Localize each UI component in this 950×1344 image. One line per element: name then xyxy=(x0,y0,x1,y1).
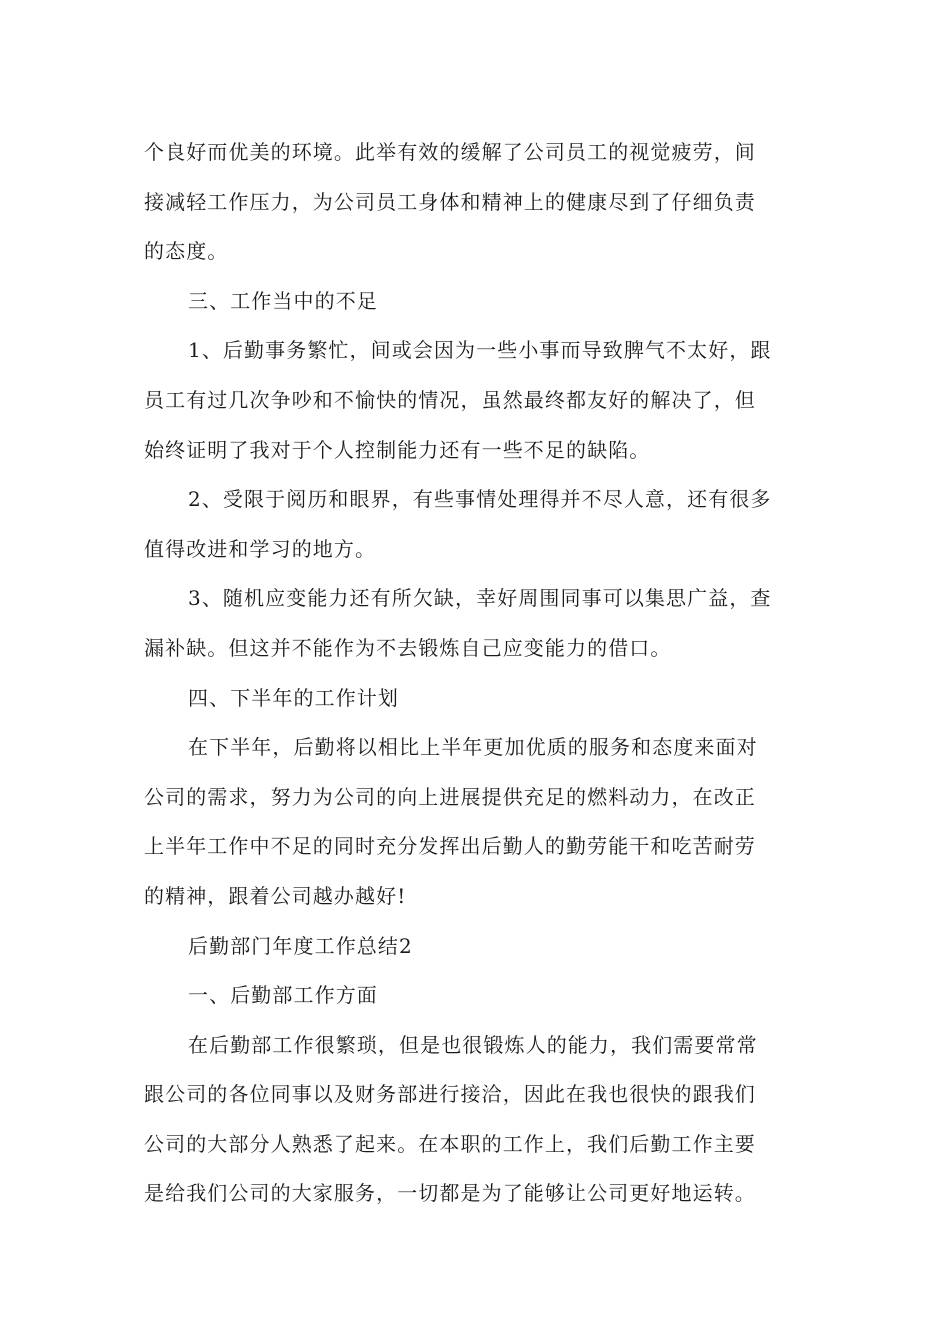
text-line: 在后勤部工作很繁琐，但是也很锻炼人的能力，我们需要常常 xyxy=(188,1032,758,1057)
document-body xyxy=(144,128,808,1219)
text-line: 上半年工作中不足的同时充分发挥出后勤人的勤劳能干和吃苦耐劳 xyxy=(144,834,756,859)
text-line: 1、后勤事务繁忙，间或会因为一些小事而导致脾气不太好，跟 xyxy=(188,338,772,363)
text-line: 个良好而优美的环境。此举有效的缓解了公司员工的视觉疲劳，间 xyxy=(144,140,756,164)
text-line: 跟公司的各位同事以及财务部进行接洽，因此在我也很快的跟我们 xyxy=(144,1082,756,1107)
text-line: 员工有过几次争吵和不愉快的情况，虽然最终都友好的解决了，但 xyxy=(144,387,756,412)
text-line: 接减轻工作压力，为公司员工身体和精神上的健康尽到了仔细负责 xyxy=(144,189,756,214)
text-line: 的精神，跟着公司越办越好! xyxy=(144,883,407,908)
section-heading: 四、下半年的工作计划 xyxy=(188,685,399,710)
section-heading: 三、工作当中的不足 xyxy=(188,288,378,313)
text-line: 在下半年，后勤将以相比上半年更加优质的服务和态度来面对 xyxy=(188,735,758,760)
text-line: 3、随机应变能力还有所欠缺，幸好周围同事可以集思广益，查 xyxy=(188,586,772,611)
text-line: 值得改进和学习的地方。 xyxy=(144,536,377,561)
text-line: 是给我们公司的大家服务，一切都是为了能够让公司更好地运转。 xyxy=(144,1181,756,1206)
text-line: 2、受限于阅历和眼界，有些事情处理得并不尽人意，还有很多 xyxy=(188,487,772,512)
text-line: 始终证明了我对于个人控制能力还有一些不足的缺陷。 xyxy=(144,437,651,462)
text-line: 公司的大部分人熟悉了起来。在本职的工作上，我们后勤工作主要 xyxy=(144,1131,756,1156)
text-line: 公司的需求，努力为公司的向上进展提供充足的燃料动力，在改正 xyxy=(144,784,756,809)
section-heading: 一、后勤部工作方面 xyxy=(188,983,378,1008)
text-line: 的态度。 xyxy=(144,239,229,264)
document-title: 后勤部门年度工作总结2 xyxy=(188,933,413,958)
text-line: 漏补缺。但这并不能作为不去锻炼自己应变能力的借口。 xyxy=(144,635,672,660)
